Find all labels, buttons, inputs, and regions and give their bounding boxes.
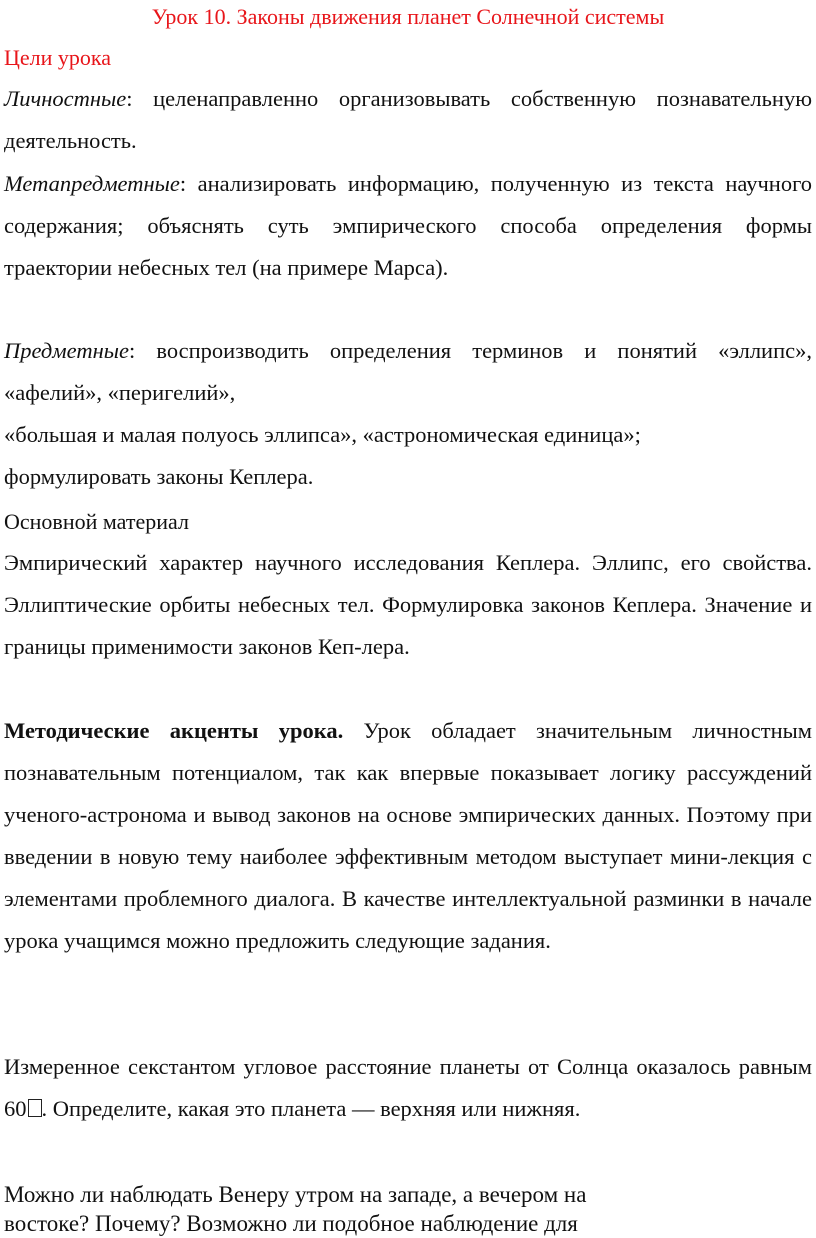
task1-part2: . Определите, какая это планета — верхняя или нижняя. [41,1096,581,1121]
subject-text-3: формулировать законы Кеплера. [4,464,314,489]
material-heading: Основной материал [4,509,189,534]
task1-part1: Измеренное секстантом угловое расстояние планеты от Солнца оказалось равным 60 [4,1054,812,1121]
task-2 [4,1180,812,1238]
task2-line1: Можно ли наблюдать Венеру утром на западе, а вечером на [4,1182,587,1207]
accents-label: Методические акценты урока. [4,718,344,743]
personal-text: : целенаправленно организовывать собственную познавательную деятельность. [4,86,812,153]
missing-glyph-icon [28,1099,42,1117]
subject-text: : воспроизводить определения терминов и понятий «эллипс», «афелий», «перигелий», [4,338,812,405]
task-1 [4,1046,812,1130]
goals-personal [4,78,812,162]
methodical-accents [4,710,812,962]
meta-text: : анализировать информацию, полученную из текста научного содержания; объяснять суть эмпирического способа определения формы траектории небесных тел (на примере Марса). [4,171,812,280]
subject-label: Предметные [4,338,129,363]
lesson-title: Урок 10. Законы движения планет Солнечной системы [151,4,665,29]
goals-meta [4,163,812,289]
material-text: Эмпирический характер научного исследования Кеплера. Эллипс, его свойства. Эллиптические орбиты небесных тел. Формулировка законов Кеплера. Значение и границы применимости законов Кеп-лера. [4,550,812,659]
task2-line2: востоке? Почему? Возможно ли подобное наблюдение для [4,1211,578,1236]
personal-label: Личностные [4,86,127,111]
meta-label: Метапредметные [4,171,180,196]
accents-text: Урок обладает значительным личностным познавательным потенциалом, так как впервые показывает логику рассуждений ученого-астронома и вывод законов на основе эмпирических данных. Поэтому при введении в новую тему наиболее эффективным методом выступает мини-лекция с элементами проблемного диалога. В качестве интеллектуальной разминки в начале урока учащимся можно предложить следующие задания. [4,718,813,953]
goals-heading: Цели урока [4,45,112,70]
subject-text-2: «большая и малая полуось эллипса», «астрономическая единица»; [4,422,641,447]
goals-subject [4,330,812,498]
